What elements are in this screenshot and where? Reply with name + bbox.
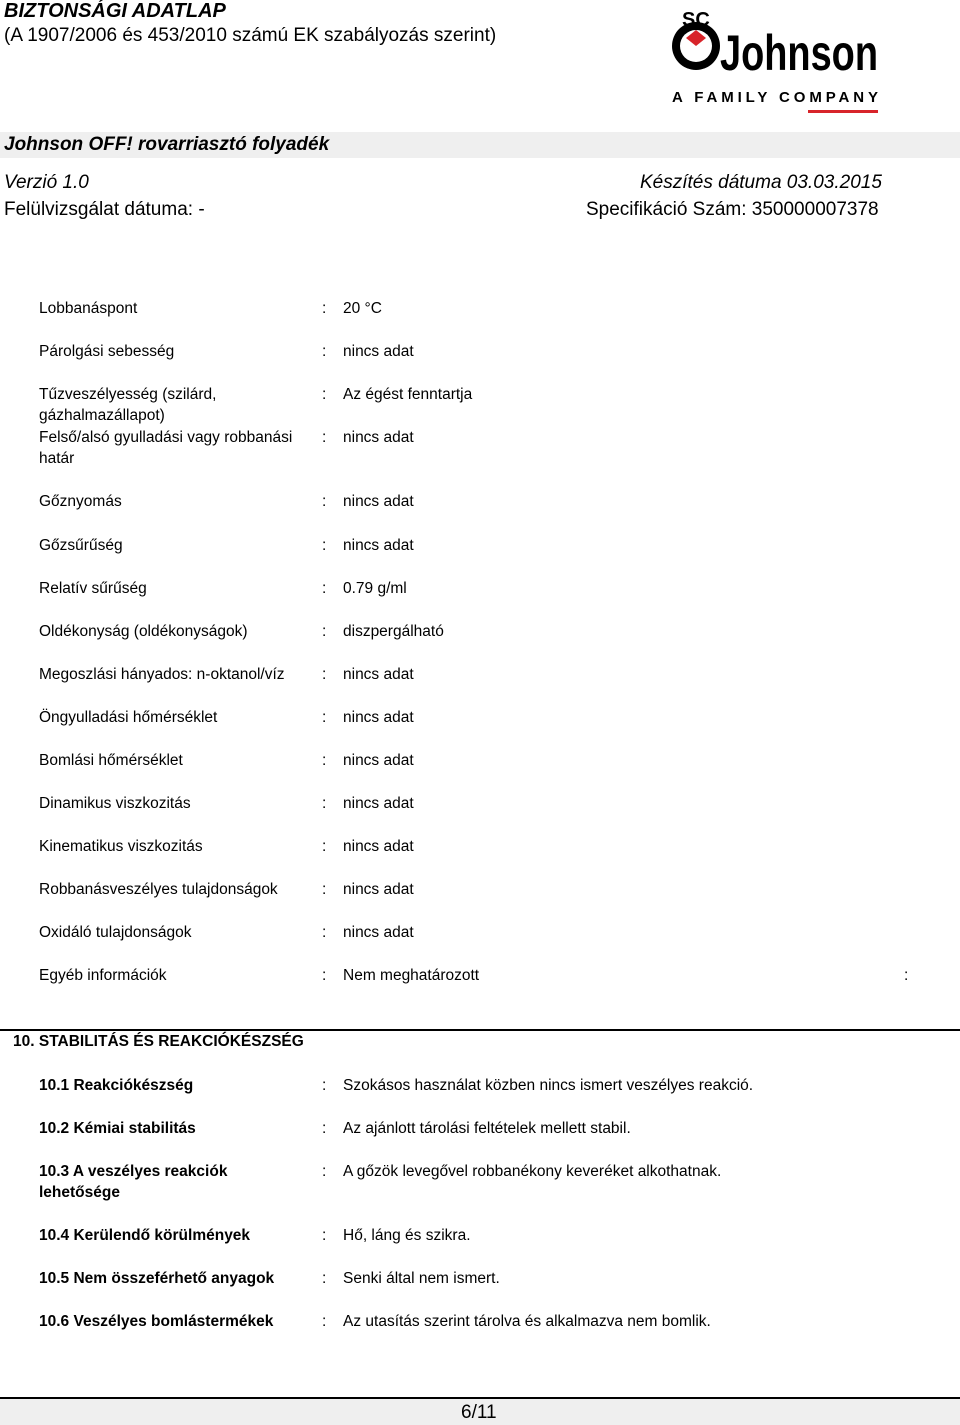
section-item-value: Hő, láng és szikra.	[343, 1227, 471, 1244]
section-item-label: 10.6 Veszélyes bomlástermékek	[39, 1313, 274, 1330]
property-value: Nem meghatározott	[343, 967, 480, 984]
property-value: nincs adat	[343, 493, 414, 510]
property-value: diszpergálható	[343, 623, 444, 640]
property-label: Gőzsűrűség	[39, 537, 123, 554]
property-label: Öngyulladási hőmérséklet	[39, 709, 218, 726]
property-label: Oldékonyság (oldékonyságok)	[39, 623, 248, 640]
section-item-value: Az utasítás szerint tárolva és alkalmazva nem bomlik.	[343, 1313, 711, 1330]
property-label: Egyéb információk	[39, 967, 167, 984]
colon: :	[322, 580, 327, 597]
colon: :	[322, 1227, 327, 1244]
property-value: nincs adat	[343, 924, 414, 941]
trailing-colon: :	[904, 967, 909, 984]
section-divider	[0, 1029, 960, 1031]
sc-johnson-logo	[668, 8, 883, 120]
colon: :	[322, 1270, 327, 1287]
property-value: nincs adat	[343, 537, 414, 554]
version-label: Verzió 1.0	[4, 172, 89, 193]
property-value: nincs adat	[343, 429, 414, 446]
colon: :	[322, 752, 327, 769]
colon: :	[322, 1120, 327, 1137]
property-value: nincs adat	[343, 752, 414, 769]
property-value: Az égést fenntartja	[343, 386, 473, 403]
logo-tagline: A FAMILY COMPANY	[672, 89, 878, 106]
property-label: Relatív sűrűség	[39, 580, 147, 597]
colon: :	[322, 1077, 327, 1094]
property-value: nincs adat	[343, 881, 414, 898]
colon: :	[322, 838, 327, 855]
document-title: BIZTONSÁGI ADATLAP	[4, 0, 226, 22]
section-item-value: A gőzök levegővel robbanékony keveréket alkothatnak.	[343, 1163, 722, 1180]
property-label: Párolgási sebesség	[39, 343, 175, 360]
revision-date: Felülvizsgálat dátuma: -	[4, 199, 205, 220]
property-label: Lobbanáspont	[39, 300, 138, 317]
property-value: 0.79 g/ml	[343, 580, 407, 597]
property-label: Gőznyomás	[39, 493, 122, 510]
section-item-label: 10.3 A veszélyes reakciók lehetősége	[39, 1163, 228, 1201]
section-item-label: 10.1 Reakciókészség	[39, 1077, 194, 1094]
regulation-subtitle: (A 1907/2006 és 453/2010 számú EK szabályozás szerint)	[4, 25, 497, 46]
colon: :	[322, 429, 327, 446]
property-value: nincs adat	[343, 838, 414, 855]
colon: :	[322, 924, 327, 941]
property-label: Kinematikus viszkozitás	[39, 838, 203, 855]
property-label: Robbanásveszélyes tulajdonságok	[39, 881, 278, 898]
section-item-value: Az ajánlott tárolási feltételek mellett stabil.	[343, 1120, 631, 1137]
property-label: Bomlási hőmérséklet	[39, 752, 183, 769]
product-name: Johnson OFF! rovarriasztó folyadék	[4, 134, 330, 155]
prepared-date: Készítés dátuma 03.03.2015	[640, 172, 882, 193]
logo-name-text: Johnson	[720, 25, 878, 81]
logo-sc-text: SC	[682, 9, 710, 31]
section-item-label: 10.5 Nem összeférhető anyagok	[39, 1270, 275, 1287]
property-label: Oxidáló tulajdonságok	[39, 924, 192, 941]
colon: :	[322, 795, 327, 812]
colon: :	[322, 623, 327, 640]
colon: :	[322, 709, 327, 726]
specification-number: Specifikáció Szám: 350000007378	[586, 199, 879, 220]
colon: :	[322, 967, 327, 984]
colon: :	[322, 1163, 327, 1180]
colon: :	[322, 493, 327, 510]
colon: :	[322, 881, 327, 898]
page-number: 6/11	[461, 1402, 497, 1423]
property-value: nincs adat	[343, 343, 414, 360]
colon: :	[322, 666, 327, 683]
property-value: 20 °C	[343, 300, 382, 317]
property-value: nincs adat	[343, 795, 414, 812]
colon: :	[322, 343, 327, 360]
property-label: Tűzveszélyesség (szilárd, gázhalmazállapot)	[39, 386, 217, 424]
section-item-value: Szokásos használat közben nincs ismert veszélyes reakció.	[343, 1077, 754, 1094]
property-label: Felső/alsó gyulladási vagy robbanási határ	[39, 429, 293, 467]
section-item-label: 10.4 Kerülendő körülmények	[39, 1227, 251, 1244]
colon: :	[322, 300, 327, 317]
property-value: nincs adat	[343, 666, 414, 683]
colon: :	[322, 386, 327, 403]
colon: :	[322, 537, 327, 554]
property-label: Dinamikus viszkozitás	[39, 795, 191, 812]
section-item-value: Senki által nem ismert.	[343, 1270, 500, 1287]
property-value: nincs adat	[343, 709, 414, 726]
colon: :	[322, 1313, 327, 1330]
section-item-label: 10.2 Kémiai stabilitás	[39, 1120, 196, 1137]
section-10-title: 10. STABILITÁS ÉS REAKCIÓKÉSZSÉG	[13, 1033, 304, 1050]
property-label: Megoszlási hányados: n-oktanol/víz	[39, 666, 285, 683]
